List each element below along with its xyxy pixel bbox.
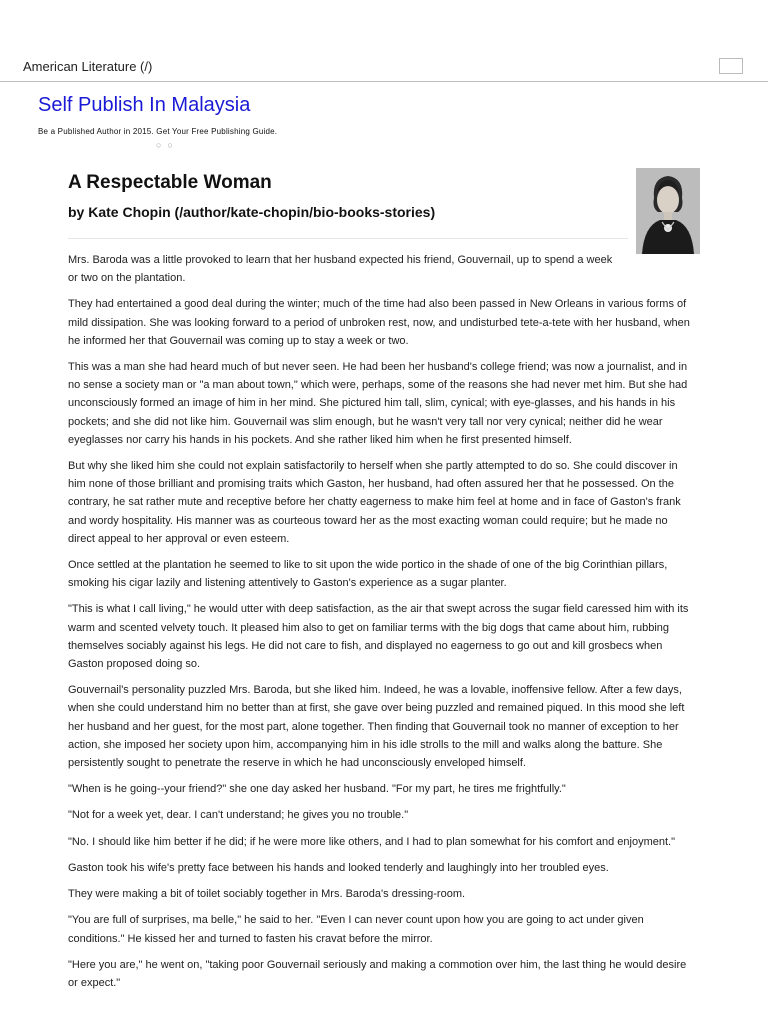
ad-title-link[interactable]: Self Publish In Malaysia (38, 94, 251, 116)
author-byline-link[interactable]: by Kate Chopin (/author/kate-chopin/bio-books-stories) (68, 204, 436, 220)
story-paragraph: Once settled at the plantation he seemed to like to sit upon the wide portico in the shade of one of the big Corinthian pillars, smoking his cigar lazily and listening attentively to Gaston's experience as a sugar planter. (68, 559, 668, 590)
story-paragraph: "You are full of surprises, ma belle," he said to her. "Even I can never count upon how you are going to act under given conditions." He kissed her and turned to fasten his cravat before the mirror. (68, 914, 644, 945)
story-paragraph: "No. I should like him better if he did; if he were more like others, and I had to plan somewhat for his comfort and enjoyment." (68, 835, 676, 848)
menu-toggle-button[interactable] (719, 58, 743, 74)
story-paragraph: Mrs. Baroda was a little provoked to learn that her husband expected his friend, Gouvernail, up to spend a week or two on the plantation. (68, 254, 613, 285)
top-navigation-bar (0, 0, 768, 82)
story-paragraph: "This is what I call living," he would utter with deep satisfaction, as the air that swept across the sugar field caressed him with its warm and scented velvety touch. It pleased him also to get on familiar terms with the big dogs that came about him, rubbing themselves sociably against his legs. He did not care to fish, and displayed no eagerness to go out and kill grosbecs when Gaston proposed doing so. (68, 603, 689, 671)
story-paragraph: They had entertained a good deal during the winter; much of the time had also been passed in New Orleans in various forms of mild dissipation. She was looking forward to a period of unbroken rest, now, and undisturbed tete-a-tete with her husband, when he informed her that Gouvernail was coming up to stay a week or two. (68, 298, 690, 347)
story-paragraph: This was a man she had heard much of but never seen. He had been her husband's college friend; was now a journalist, and in no sense a society man or "a man about town," which were, perhaps, some of the reasons she had never met him. But she had unconsciously formed an image of him in her mind. She pictured him tall, slim, cynical; with eye-glasses, and his hands in his pockets; and she did not like him. Gouvernail was slim enough, but he wasn't very tall nor very cynical; neither did he wear eyeglasses nor carry his hands in his pockets. And she rather liked him when he first presented himself. (68, 361, 688, 446)
story-paragraph: "Not for a week yet, dear. I can't understand; he gives you no trouble." (68, 809, 409, 822)
story-paragraph: But why she liked him she could not explain satisfactorily to herself when she partly attempted to do so. She could discover in him none of those brilliant and promising traits which Gaston, her husband, had often assured her that he possessed. On the contrary, he sat rather mute and receptive before her chatty eagerness to make him feel at home and in face of Gaston's frank and wordy hospitality. His manner was as courteous toward her as the most exacting woman could require; but he made no direct appeal to her approval or even esteem. (68, 460, 681, 545)
story-paragraph: Gaston took his wife's pretty face between his hands and looked tenderly and laughingly into her troubled eyes. (68, 861, 609, 874)
ad-choices-icon[interactable]: ○○ (156, 140, 179, 150)
ad-description: Be a Published Author in 2015. Get Your Free Publishing Guide. (38, 127, 278, 136)
portrait-icon (636, 168, 700, 254)
story-paragraph: They were making a bit of toilet sociably together in Mrs. Baroda's dressing-room. (68, 888, 466, 901)
story-body (68, 251, 696, 1000)
story-paragraph: "When is he going--your friend?" she one day asked her husband. "For my part, he tires me frightfully." (68, 783, 566, 796)
story-paragraph: Gouvernail's personality puzzled Mrs. Baroda, but she liked him. Indeed, he was a lovable, inoffensive fellow. After a few days, when she could understand him no better than at first, she gave over being puzzled and remained piqued. In this mood she left her husband and her guest, for the most part, alone together. Then finding that Gouvernail took no manner of exception to her action, she imposed her society upon him, accompanying him in his idle strolls to the mill and walks along the batture. She persistently sought to penetrate the reserve in which he had unconsciously enveloped himself. (68, 684, 685, 770)
story-title: A Respectable Woman (68, 172, 272, 193)
header-divider (68, 238, 628, 239)
advertisement-banner[interactable] (38, 94, 728, 150)
story-header (68, 172, 628, 220)
author-portrait-image (636, 168, 700, 254)
story-paragraph: "Here you are," he went on, "taking poor Gouvernail seriously and making a commotion over him, the last thing he would desire or expect." (68, 958, 687, 989)
site-home-link[interactable]: American Literature (/) (23, 59, 153, 74)
